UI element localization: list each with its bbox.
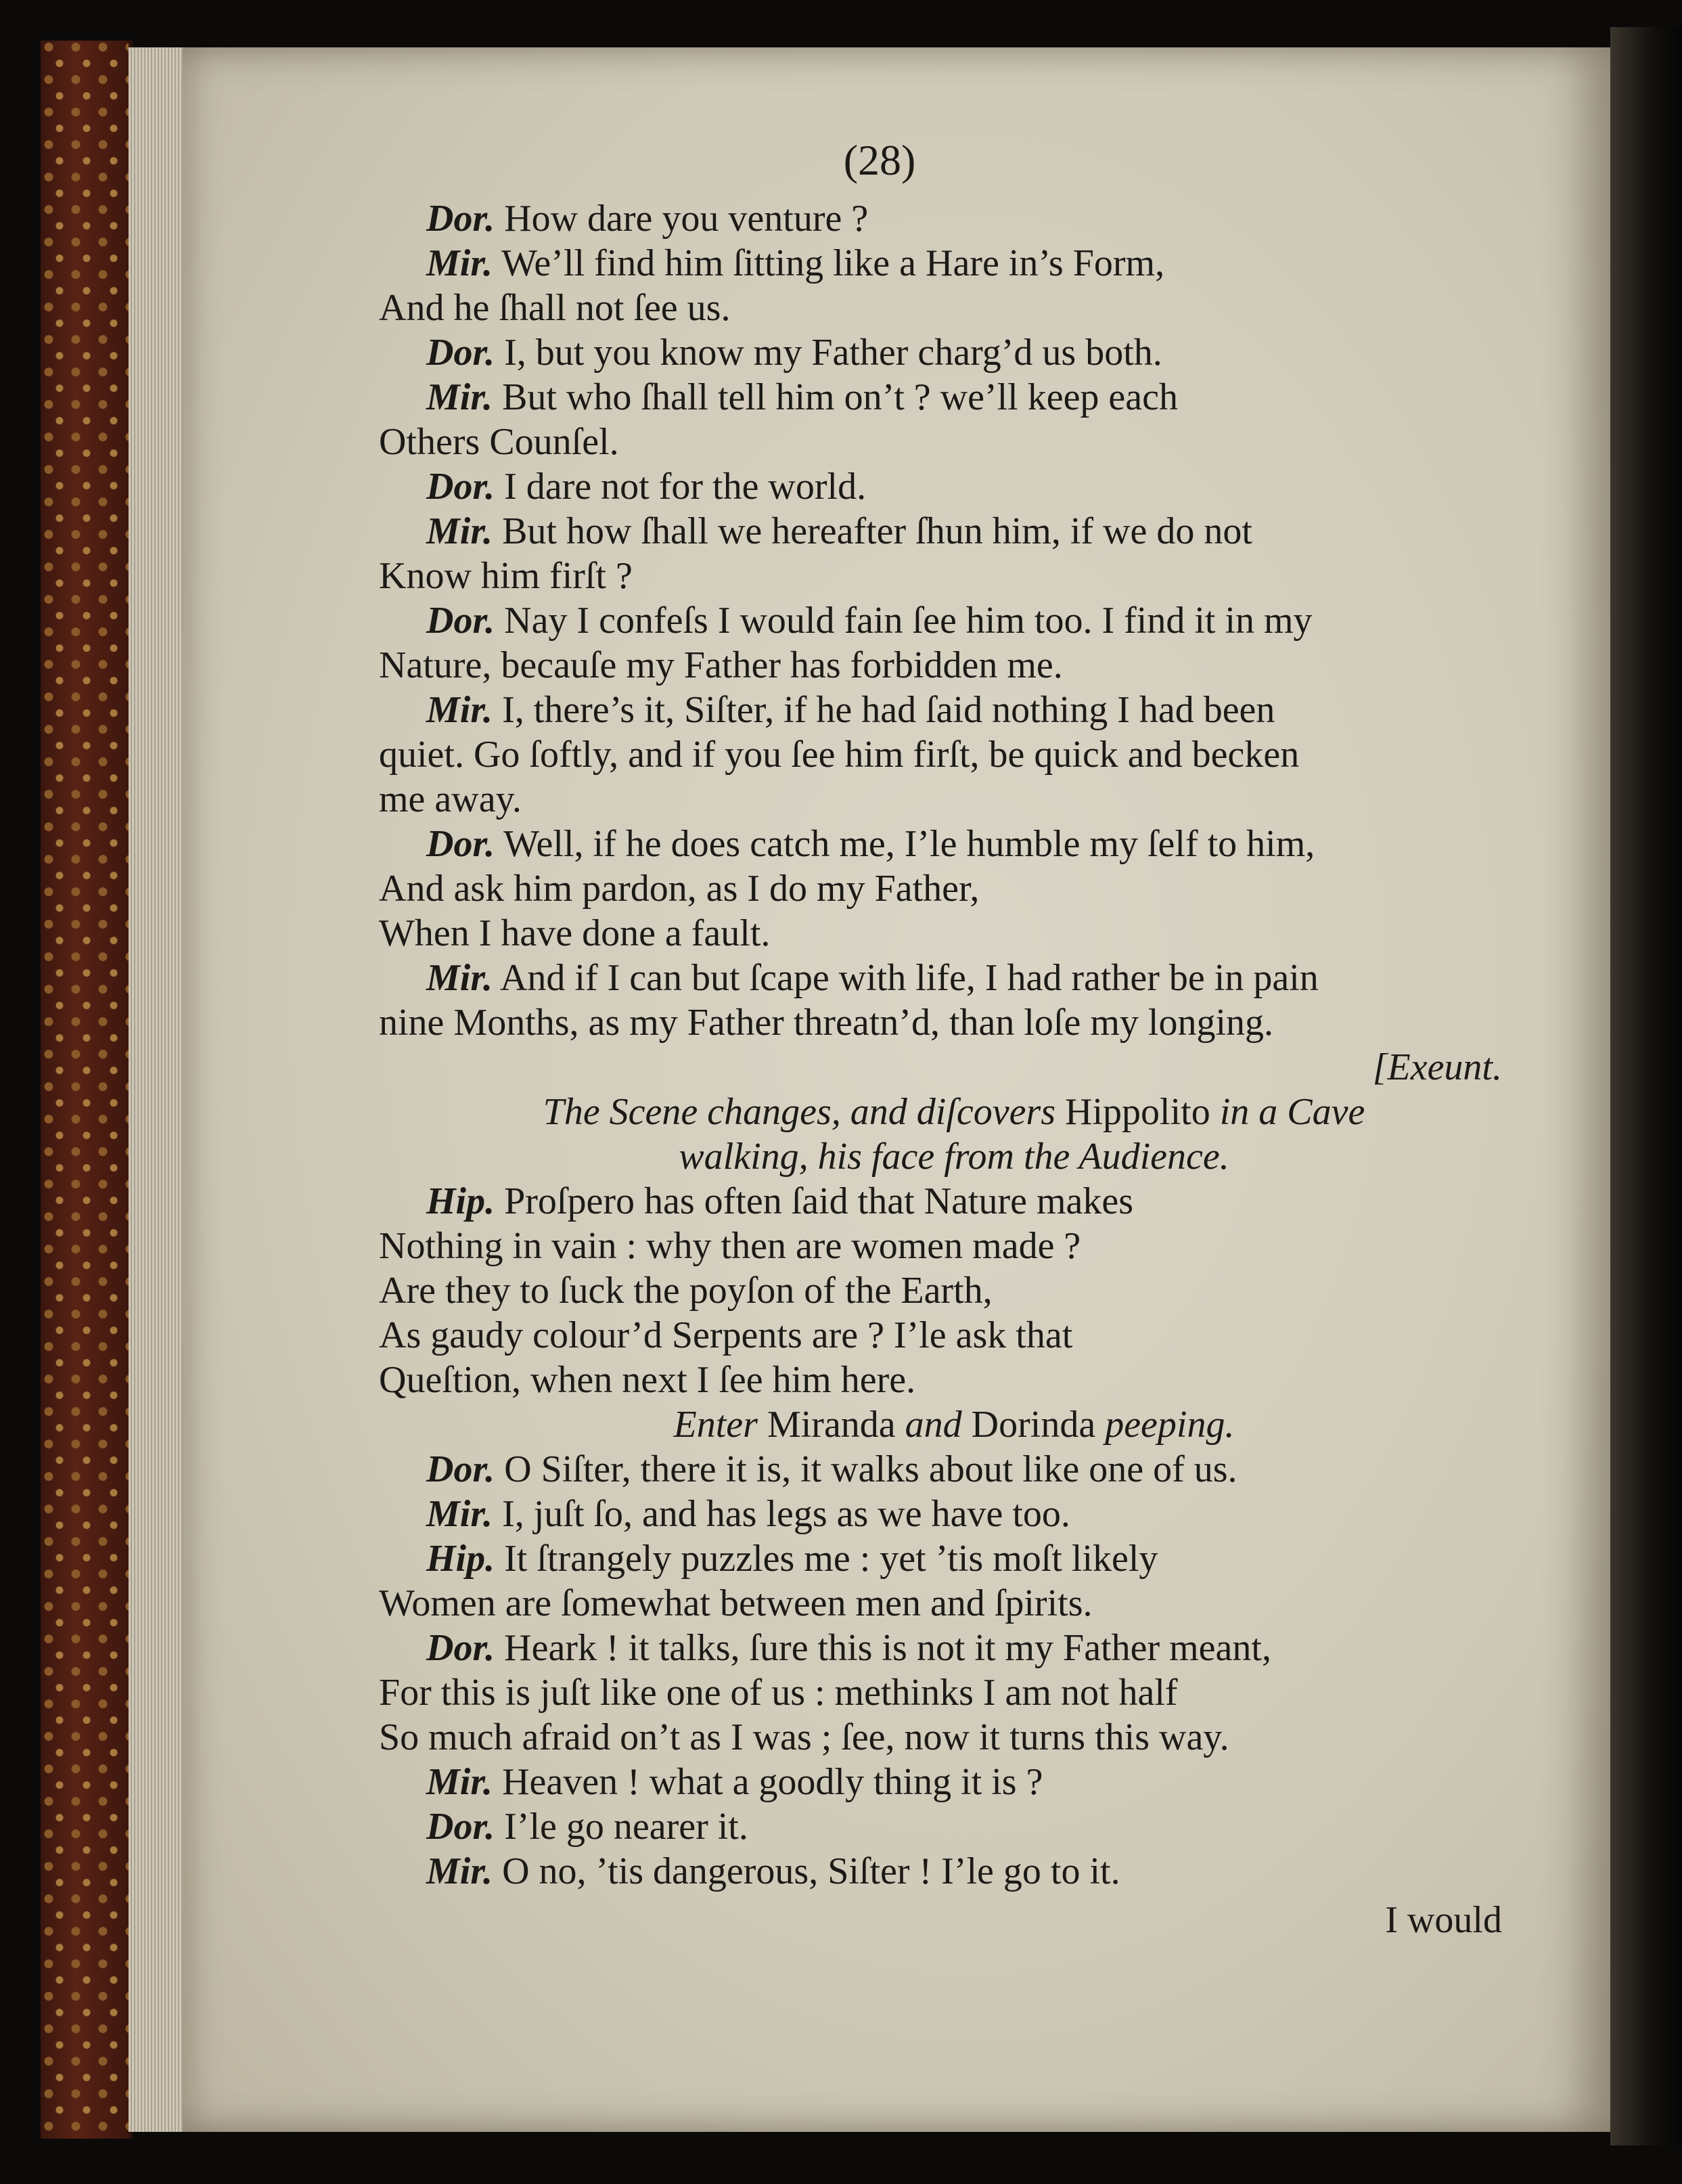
dialogue-line (379, 375, 1529, 420)
line-text: Heaven ! what a goodly thing it is ? (502, 1761, 1043, 1803)
dialogue-line (379, 1670, 1529, 1715)
speaker-label: Mir. (426, 376, 493, 418)
dialogue-line (379, 1492, 1529, 1536)
speaker-label: Hip. (426, 1538, 495, 1580)
speaker-label: Mir. (426, 1850, 493, 1892)
dialogue-line (379, 286, 1529, 330)
line-text: Well, if he does catch me, I’le humble my ſelf to him, (503, 823, 1315, 865)
dialogue-line (379, 1536, 1529, 1581)
line-text: As gaudy colour’d Serpents are ? I’le ask that (379, 1314, 1073, 1356)
line-text: I, but you know my Father charg’d us both. (504, 332, 1162, 374)
stage-direction-1-line2: walking, his face from the Audience. (679, 1136, 1229, 1178)
speaker-label: Dor. (426, 1627, 495, 1669)
line-text: O Siſter, there it is, it walks about like one of us. (504, 1448, 1237, 1490)
dialogue-line (379, 1179, 1529, 1224)
line-text: I, juſt ſo, and has legs as we have too. (502, 1493, 1070, 1535)
line-text: Proſpero has often ſaid that Nature makes (504, 1180, 1134, 1222)
dialogue-line (379, 464, 1529, 509)
dialogue-line (379, 1447, 1529, 1492)
dialogue-line (379, 732, 1529, 777)
dialogue-line (379, 196, 1529, 241)
line-text: And he ſhall not ſee us. (379, 287, 731, 329)
line-text: We’ll find him ſitting like a Hare in’s Form, (501, 242, 1165, 284)
speaker-label: Dor. (426, 466, 495, 508)
dialogue-line (379, 911, 1529, 956)
dialogue-line (379, 956, 1529, 1000)
dialogue-line (379, 1581, 1529, 1626)
line-text: Nature, becauſe my Father has forbidden me. (379, 644, 1063, 686)
line-text: nine Months, as my Father threatn’d, than loſe my longing. (379, 1002, 1274, 1044)
dialogue-line (379, 1358, 1529, 1402)
line-text: And if I can but ſcape with life, I had rather be in pain (499, 957, 1319, 999)
line-text: I’le go nearer it. (504, 1806, 748, 1848)
line-text: Nay I confeſs I would fain ſee him too. I find it in my (504, 600, 1313, 642)
line-text: Nothing in vain : why then are women made ? (379, 1225, 1081, 1267)
line-text: O no, ’tis dangerous, Siſter ! I’le go to it. (502, 1850, 1120, 1892)
dialogue-block-3 (379, 1447, 1529, 1894)
line-text: And ask him pardon, as I do my Father, (379, 868, 980, 910)
dialogue-block-1 (379, 196, 1529, 1045)
line-text: Heark ! it talks, ſure this is not it my Father meant, (504, 1627, 1271, 1669)
page-number: (28) (843, 136, 916, 184)
dialogue-line (379, 1268, 1529, 1313)
dialogue-line (379, 822, 1529, 866)
line-text: But who ſhall tell him on’t ? we’ll keep each (502, 376, 1178, 418)
speaker-label: Dor. (426, 332, 495, 374)
dialogue-line (379, 1224, 1529, 1268)
dialogue-line (379, 1313, 1529, 1358)
line-text: It ſtrangely puzzles me : yet ’tis moſt likely (504, 1538, 1158, 1580)
speaker-label: Mir. (426, 1493, 493, 1535)
dialogue-line (379, 420, 1529, 464)
exeunt: [Exeunt. (1372, 1046, 1502, 1088)
line-text: For this is juſt like one of us : methinks I am not half (379, 1672, 1178, 1714)
speaker-label: Mir. (426, 957, 493, 999)
dialogue-line (379, 1715, 1529, 1760)
dialogue-line (379, 643, 1529, 688)
dialogue-line (379, 598, 1529, 643)
speaker-label: Mir. (426, 1761, 493, 1803)
dialogue-line (379, 330, 1529, 375)
dialogue-line (379, 688, 1529, 732)
speaker-label: Mir. (426, 689, 493, 731)
dialogue-line (379, 509, 1529, 554)
speaker-label: Dor. (426, 600, 495, 642)
line-text: So much afraid on’t as I was ; ſee, now it turns this way. (379, 1716, 1229, 1758)
stage-direction-1: The Scene changes, and diſcovers Hippolito in a Cave (543, 1091, 1365, 1133)
line-text: How dare you venture ? (504, 198, 869, 240)
page-text (379, 196, 1529, 1942)
line-text: Know him firſt ? (379, 555, 633, 597)
speaker-label: Dor. (426, 1806, 495, 1848)
line-text: quiet. Go ſoftly, and if you ſee him firſt, be quick and becken (379, 734, 1300, 776)
dialogue-line (379, 777, 1529, 822)
line-text: Women are ſomewhat between men and ſpirits. (379, 1582, 1093, 1624)
dialogue-line (379, 1626, 1529, 1670)
speaker-label: Hip. (426, 1180, 495, 1222)
speaker-label: Dor. (426, 198, 495, 240)
line-text: Are they to ſuck the poyſon of the Earth, (379, 1270, 993, 1312)
speaker-label: Dor. (426, 823, 495, 865)
dialogue-line (379, 1849, 1529, 1894)
line-text: me away. (379, 778, 522, 820)
line-text: I, there’s it, Siſter, if he had ſaid nothing I had been (502, 689, 1275, 731)
page-edges (129, 47, 183, 2132)
line-text: Queſtion, when next I ſee him here. (379, 1359, 916, 1401)
line-text: Others Counſel. (379, 421, 619, 463)
speaker-label: Mir. (426, 242, 493, 284)
dialogue-line (379, 1804, 1529, 1849)
speaker-label: Mir. (426, 510, 493, 552)
dialogue-line (379, 554, 1529, 598)
dialogue-line (379, 1760, 1529, 1804)
line-text: I dare not for the world. (504, 466, 867, 508)
gutter-shadow (1610, 27, 1682, 2145)
catchword: I would (1385, 1899, 1502, 1941)
stage-direction-2: Enter Miranda and Dorinda peeping. (673, 1404, 1235, 1446)
line-text: When I have done a fault. (379, 912, 771, 954)
line-text: But how ſhall we hereafter ſhun him, if we do not (502, 510, 1252, 552)
dialogue-line (379, 1000, 1529, 1045)
dialogue-line (379, 866, 1529, 911)
book-binding (41, 41, 133, 2139)
speaker-label: Dor. (426, 1448, 495, 1490)
dialogue-line (379, 241, 1529, 286)
dialogue-block-2 (379, 1179, 1529, 1402)
